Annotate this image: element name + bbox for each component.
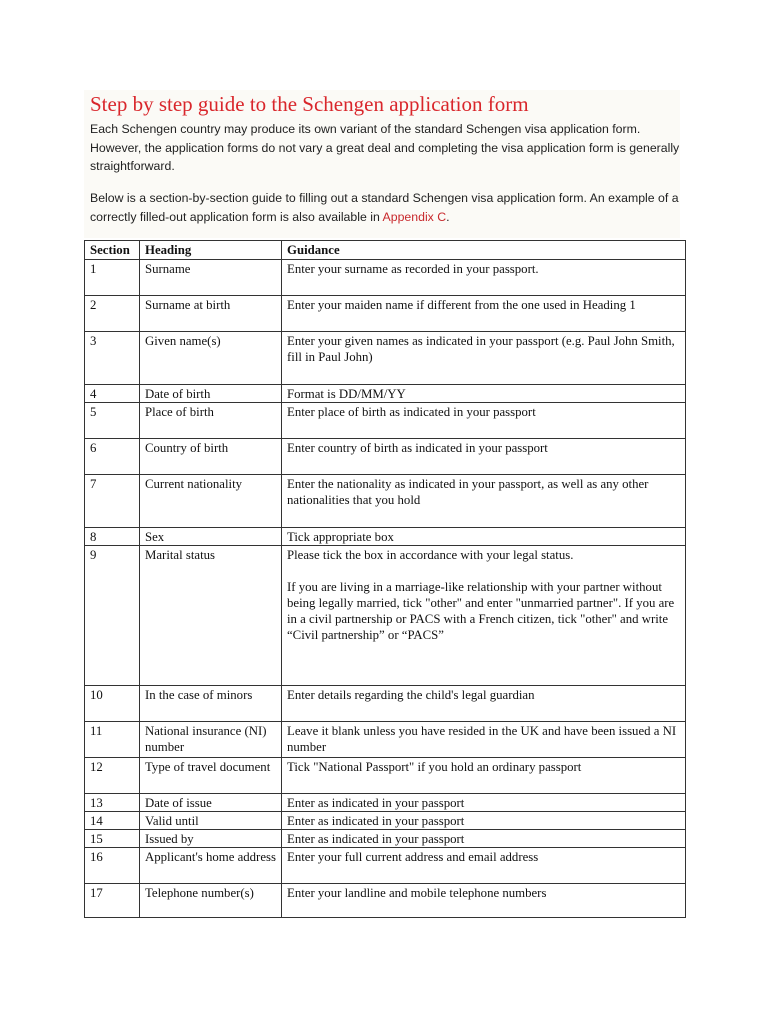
row-guidance: Enter your surname as recorded in your passport. [282, 260, 686, 296]
row-heading: Valid until [140, 812, 282, 830]
row-guidance: Leave it blank unless you have resided in the UK and have been issued a NI number [282, 722, 686, 758]
appendix-c-link[interactable]: Appendix C [382, 209, 447, 224]
table-row [85, 794, 686, 812]
row-section: 10 [85, 686, 140, 722]
table-row [85, 830, 686, 848]
row-section: 5 [85, 403, 140, 439]
row-section: 17 [85, 884, 140, 918]
row-heading: Marital status [140, 546, 282, 686]
row-heading: National insurance (NI) number [140, 722, 282, 758]
table-row [85, 475, 686, 528]
row-section: 13 [85, 794, 140, 812]
row-guidance: Tick appropriate box [282, 528, 686, 546]
row-section: 2 [85, 296, 140, 332]
row-guidance-line: Please tick the box in accordance with your legal status. [287, 548, 574, 562]
table-row [85, 812, 686, 830]
row-guidance: Format is DD/MM/YY [282, 385, 686, 403]
intro-paragraph-2-text: Below is a section-by-section guide to filling out a standard Schengen visa application form. An example of a correctly filled-out application form is also available in [90, 191, 679, 224]
header-guidance: Guidance [282, 241, 686, 260]
header-section: Section [85, 241, 140, 260]
row-heading: Issued by [140, 830, 282, 848]
row-section: 14 [85, 812, 140, 830]
table-row [85, 722, 686, 758]
row-guidance: Enter your full current address and email address [282, 848, 686, 884]
row-guidance [282, 546, 686, 686]
row-heading: Sex [140, 528, 282, 546]
row-section: 8 [85, 528, 140, 546]
row-guidance: Enter your maiden name if different from the one used in Heading 1 [282, 296, 686, 332]
row-heading: Current nationality [140, 475, 282, 528]
row-guidance: Enter as indicated in your passport [282, 830, 686, 848]
row-section: 7 [85, 475, 140, 528]
table-row [85, 403, 686, 439]
row-heading: Telephone number(s) [140, 884, 282, 918]
row-heading: Place of birth [140, 403, 282, 439]
table-row [85, 332, 686, 385]
table-row [85, 439, 686, 475]
row-section: 3 [85, 332, 140, 385]
row-section: 6 [85, 439, 140, 475]
row-heading: Date of birth [140, 385, 282, 403]
table-row [85, 546, 686, 686]
row-heading: In the case of minors [140, 686, 282, 722]
table-row [85, 528, 686, 546]
intro-paragraph-1: Each Schengen country may produce its own variant of the standard Schengen visa application form. However, the application forms do not vary a great deal and completing the visa application form is generally straightforward. [90, 122, 680, 173]
row-section: 15 [85, 830, 140, 848]
guide-table [84, 240, 686, 918]
table-header-row [85, 241, 686, 260]
page-title: Step by step guide to the Schengen application form [90, 92, 529, 116]
row-section: 4 [85, 385, 140, 403]
row-heading: Country of birth [140, 439, 282, 475]
header-heading: Heading [140, 241, 282, 260]
row-section: 12 [85, 758, 140, 794]
row-guidance: Enter your landline and mobile telephone numbers [282, 884, 686, 918]
row-guidance: Enter place of birth as indicated in your passport [282, 403, 686, 439]
row-heading: Surname [140, 260, 282, 296]
row-guidance-note: If you are living in a marriage-like relationship with your partner without being legally married, tick "other" and enter "unmarried partner". If you are in a civil partnership or PACS with a French citizen, tick "other" and write “Civil partnership” or “PACS” [287, 580, 675, 642]
table-row [85, 686, 686, 722]
intro-paragraph-2 [90, 189, 680, 226]
intro-paragraph-2-end: . [446, 209, 450, 224]
row-guidance: Enter country of birth as indicated in your passport [282, 439, 686, 475]
row-heading: Applicant's home address [140, 848, 282, 884]
row-guidance: Enter your given names as indicated in your passport (e.g. Paul John Smith, fill in Paul John) [282, 332, 686, 385]
table-row [85, 884, 686, 918]
table-row [85, 260, 686, 296]
row-guidance: Enter as indicated in your passport [282, 794, 686, 812]
row-heading: Date of issue [140, 794, 282, 812]
row-section: 11 [85, 722, 140, 758]
row-section: 16 [85, 848, 140, 884]
table-row [85, 848, 686, 884]
row-heading: Surname at birth [140, 296, 282, 332]
row-section: 1 [85, 260, 140, 296]
row-guidance: Enter details regarding the child's legal guardian [282, 686, 686, 722]
table-row [85, 385, 686, 403]
row-guidance: Tick "National Passport" if you hold an ordinary passport [282, 758, 686, 794]
row-guidance: Enter as indicated in your passport [282, 812, 686, 830]
row-guidance: Enter the nationality as indicated in your passport, as well as any other nationalities that you hold [282, 475, 686, 528]
row-section: 9 [85, 546, 140, 686]
table-row [85, 296, 686, 332]
table-row [85, 758, 686, 794]
row-heading: Type of travel document [140, 758, 282, 794]
row-heading: Given name(s) [140, 332, 282, 385]
